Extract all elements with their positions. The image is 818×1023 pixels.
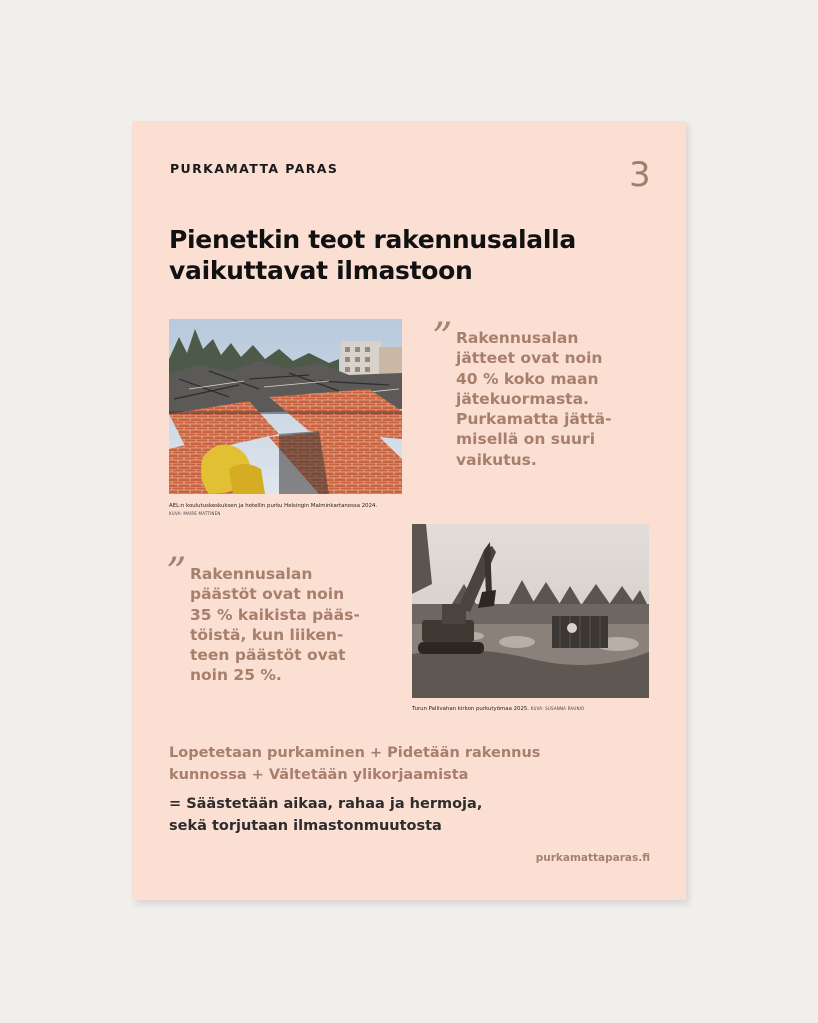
- caption-text: AEL:n koulutuskeskuksen ja hotellin purku Helsingin Malminkartanossa 2024.: [169, 503, 378, 509]
- quote-mark-icon: ”: [432, 315, 453, 361]
- caption-text: Turun Pallivahan kirkon purkutyömaa 2025.: [412, 706, 530, 712]
- website-link[interactable]: purkamattaparas.fi: [535, 852, 650, 864]
- result-text: = Säästetään aikaa, rahaa ja hermoja, sekä torjutaan ilmastonmuutosta: [169, 796, 483, 834]
- photo-caption: [169, 503, 377, 517]
- poster-page: [132, 121, 686, 900]
- formula-text: Lopetetaan purkaminen + Pidetään rakennus kunnossa + Vältetään ylikorjaamista: [169, 745, 541, 783]
- photo-credit: KUVA: SUSANNA RAUNIO: [530, 706, 585, 711]
- photo-caption: [412, 705, 584, 713]
- page-headline: Pienetkin teot rakennusalalla vaikuttavat ilmastoon: [169, 225, 576, 285]
- quote-mark-icon: ”: [166, 550, 187, 596]
- photo-credit: KUVA: MAIRE MATTINEN: [169, 511, 221, 516]
- pull-quote: Rakennusalan päästöt ovat noin 35 % kaikista pääs- töistä, kun liiken- teen päästöt ovat noin 25 %.: [190, 565, 360, 685]
- excavator-photo: [412, 524, 649, 698]
- page-number: 3: [629, 155, 651, 195]
- pull-quote: Rakennusalan jätteet ovat noin 40 % koko maan jätekuormasta. Purkamatta jättä- misellä on suuri vaikutus.: [456, 329, 612, 469]
- demolition-photo: [169, 319, 402, 494]
- kicker-title: PURKAMATTA PARAS: [170, 161, 339, 176]
